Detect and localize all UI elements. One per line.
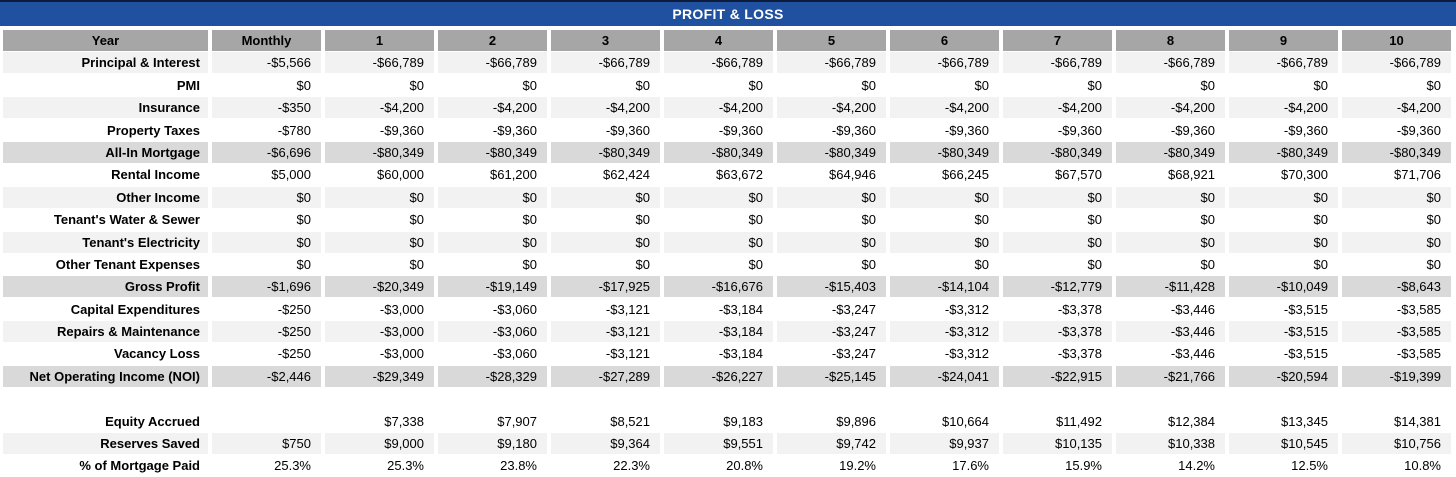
table-cell: $0 [1116, 232, 1225, 253]
table-cell: -$250 [212, 321, 321, 342]
table-cell: -$3,000 [325, 321, 434, 342]
row-label: Other Tenant Expenses [3, 254, 208, 275]
table-cell: -$66,789 [1342, 52, 1451, 73]
table-cell: $68,921 [1116, 164, 1225, 185]
table-cell: -$3,000 [325, 299, 434, 320]
table-cell: $0 [212, 209, 321, 230]
row-label: Insurance [3, 97, 208, 118]
table-cell: -$80,349 [1003, 142, 1112, 163]
row-label: PMI [3, 75, 208, 96]
table-cell: $0 [890, 232, 999, 253]
table-cell: -$66,789 [438, 52, 547, 73]
table-cell: -$3,585 [1342, 321, 1451, 342]
table-cell: $0 [1003, 254, 1112, 275]
row-label: Vacancy Loss [3, 343, 208, 364]
table-cell: 23.8% [438, 455, 547, 476]
table-cell: $66,245 [890, 164, 999, 185]
table-cell: -$24,041 [890, 366, 999, 387]
table-cell: $0 [438, 232, 547, 253]
table-cell: $0 [1003, 187, 1112, 208]
table-cell: -$6,696 [212, 142, 321, 163]
table-cell: $9,364 [551, 433, 660, 454]
table-cell: -$3,515 [1229, 299, 1338, 320]
table-cell: -$25,145 [777, 366, 886, 387]
table-cell: -$3,515 [1229, 321, 1338, 342]
table-cell: $9,183 [664, 411, 773, 432]
table-cell: -$19,149 [438, 276, 547, 297]
row-label: Rental Income [3, 164, 208, 185]
table-cell: -$66,789 [664, 52, 773, 73]
table-cell: -$9,360 [551, 120, 660, 141]
column-header-year-10: 10 [1342, 30, 1451, 51]
table-cell: -$9,360 [438, 120, 547, 141]
table-cell: -$3,378 [1003, 321, 1112, 342]
table-cell: -$19,399 [1342, 366, 1451, 387]
table-cell: $0 [664, 232, 773, 253]
table-cell: -$3,446 [1116, 299, 1225, 320]
table-cell: $5,000 [212, 164, 321, 185]
table-cell: $7,907 [438, 411, 547, 432]
table-cell: $0 [1229, 75, 1338, 96]
table-cell: -$3,378 [1003, 343, 1112, 364]
column-header-year-7: 7 [1003, 30, 1112, 51]
table-cell: $62,424 [551, 164, 660, 185]
table-cell: 19.2% [777, 455, 886, 476]
table-cell: $60,000 [325, 164, 434, 185]
column-header-year-9: 9 [1229, 30, 1338, 51]
table-cell: -$14,104 [890, 276, 999, 297]
table-cell: $0 [551, 75, 660, 96]
table-cell: -$3,247 [777, 299, 886, 320]
table-cell: 15.9% [1003, 455, 1112, 476]
table-cell: -$3,247 [777, 321, 886, 342]
table-cell: -$16,676 [664, 276, 773, 297]
table-cell: -$3,184 [664, 343, 773, 364]
column-header-year: Year [3, 30, 208, 51]
table-cell: -$3,515 [1229, 343, 1338, 364]
table-cell: $70,300 [1229, 164, 1338, 185]
table-cell: -$9,360 [777, 120, 886, 141]
table-cell: -$9,360 [664, 120, 773, 141]
table-cell: -$8,643 [1342, 276, 1451, 297]
table-cell: -$3,312 [890, 321, 999, 342]
table-cell: -$3,121 [551, 299, 660, 320]
table-cell: -$10,049 [1229, 276, 1338, 297]
table-cell: $10,545 [1229, 433, 1338, 454]
table-cell: $12,384 [1116, 411, 1225, 432]
table-cell: -$80,349 [1342, 142, 1451, 163]
row-label: Principal & Interest [3, 52, 208, 73]
table-cell: $0 [1229, 187, 1338, 208]
table-cell: $0 [777, 75, 886, 96]
row-label: Reserves Saved [3, 433, 208, 454]
table-cell: $0 [551, 187, 660, 208]
table-cell: $0 [1003, 209, 1112, 230]
table-cell: -$1,696 [212, 276, 321, 297]
row-label: Repairs & Maintenance [3, 321, 208, 342]
table-cell: -$12,779 [1003, 276, 1112, 297]
table-cell: $0 [1342, 232, 1451, 253]
table-cell: $0 [890, 254, 999, 275]
table-cell: $0 [212, 75, 321, 96]
table-cell: $0 [325, 254, 434, 275]
table-cell: -$4,200 [1116, 97, 1225, 118]
row-label: Tenant's Electricity [3, 232, 208, 253]
table-cell: $0 [325, 209, 434, 230]
table-cell: $0 [1116, 187, 1225, 208]
table-cell: $0 [777, 254, 886, 275]
table-cell: -$15,403 [777, 276, 886, 297]
table-cell [212, 411, 321, 432]
table-cell: -$3,184 [664, 299, 773, 320]
column-header-year-5: 5 [777, 30, 886, 51]
table-cell: $7,338 [325, 411, 434, 432]
table-cell: $67,570 [1003, 164, 1112, 185]
table-cell: $63,672 [664, 164, 773, 185]
table-cell: -$29,349 [325, 366, 434, 387]
table-cell: -$4,200 [1229, 97, 1338, 118]
table-cell: $10,756 [1342, 433, 1451, 454]
table-cell: -$5,566 [212, 52, 321, 73]
table-cell: $9,000 [325, 433, 434, 454]
table-cell: $9,742 [777, 433, 886, 454]
column-header-monthly: Monthly [212, 30, 321, 51]
table-cell: -$3,060 [438, 321, 547, 342]
table-cell: $0 [438, 209, 547, 230]
table-cell: $13,345 [1229, 411, 1338, 432]
table-cell: -$26,227 [664, 366, 773, 387]
column-header-year-8: 8 [1116, 30, 1225, 51]
table-cell: $0 [1003, 75, 1112, 96]
table-cell: -$3,247 [777, 343, 886, 364]
table-cell: $0 [664, 254, 773, 275]
table-cell: $0 [777, 232, 886, 253]
table-cell: -$9,360 [325, 120, 434, 141]
table-cell: -$3,446 [1116, 343, 1225, 364]
table-cell: -$80,349 [664, 142, 773, 163]
table-cell: $0 [777, 187, 886, 208]
table-cell: -$80,349 [1229, 142, 1338, 163]
table-cell: -$250 [212, 343, 321, 364]
table-cell: $0 [438, 187, 547, 208]
table-cell: $0 [890, 187, 999, 208]
table-cell: $9,896 [777, 411, 886, 432]
table-cell: -$66,789 [1229, 52, 1338, 73]
table-cell: -$9,360 [1229, 120, 1338, 141]
table-cell: -$20,594 [1229, 366, 1338, 387]
table-cell: $0 [1116, 75, 1225, 96]
table-cell: $0 [1342, 187, 1451, 208]
table-cell: $0 [1342, 209, 1451, 230]
table-cell: 14.2% [1116, 455, 1225, 476]
pnl-table [0, 26, 1456, 477]
table-cell: 25.3% [325, 455, 434, 476]
table-cell: -$28,329 [438, 366, 547, 387]
table-cell: $0 [551, 254, 660, 275]
column-header-year-3: 3 [551, 30, 660, 51]
table-cell: -$66,789 [890, 52, 999, 73]
table-cell: -$80,349 [325, 142, 434, 163]
row-label: Property Taxes [3, 120, 208, 141]
table-cell: -$780 [212, 120, 321, 141]
table-cell: $0 [1003, 232, 1112, 253]
column-header-year-2: 2 [438, 30, 547, 51]
table-cell: $0 [1229, 232, 1338, 253]
row-label: % of Mortgage Paid [3, 455, 208, 476]
table-cell: -$4,200 [664, 97, 773, 118]
sheet-title-bar [0, 0, 1456, 26]
table-cell: $8,521 [551, 411, 660, 432]
table-cell: -$2,446 [212, 366, 321, 387]
table-cell: $14,381 [1342, 411, 1451, 432]
table-cell: $0 [664, 187, 773, 208]
table-cell: -$66,789 [1116, 52, 1225, 73]
table-cell: -$22,915 [1003, 366, 1112, 387]
table-cell: -$3,000 [325, 343, 434, 364]
table-cell: -$80,349 [777, 142, 886, 163]
table-cell: -$11,428 [1116, 276, 1225, 297]
sheet-title: PROFIT & LOSS [672, 6, 784, 22]
table-cell: -$4,200 [325, 97, 434, 118]
table-cell: $9,180 [438, 433, 547, 454]
table-cell: 12.5% [1229, 455, 1338, 476]
table-cell: $0 [1116, 254, 1225, 275]
table-cell: $9,937 [890, 433, 999, 454]
table-cell: $9,551 [664, 433, 773, 454]
table-cell: -$3,585 [1342, 343, 1451, 364]
table-cell: $0 [325, 187, 434, 208]
table-cell: -$3,060 [438, 299, 547, 320]
table-cell: $0 [890, 209, 999, 230]
table-cell: $0 [551, 232, 660, 253]
table-cell: -$4,200 [1003, 97, 1112, 118]
table-cell: -$3,446 [1116, 321, 1225, 342]
row-label: Net Operating Income (NOI) [3, 366, 208, 387]
table-cell: $0 [890, 75, 999, 96]
table-cell: -$80,349 [1116, 142, 1225, 163]
table-cell: $0 [438, 254, 547, 275]
table-cell: -$66,789 [1003, 52, 1112, 73]
table-cell: -$3,312 [890, 299, 999, 320]
column-header-year-6: 6 [890, 30, 999, 51]
table-cell: -$9,360 [1003, 120, 1112, 141]
table-cell: $0 [1229, 209, 1338, 230]
row-label: Gross Profit [3, 276, 208, 297]
table-cell: $0 [325, 75, 434, 96]
table-cell: -$66,789 [325, 52, 434, 73]
table-cell: -$20,349 [325, 276, 434, 297]
table-cell: $61,200 [438, 164, 547, 185]
table-cell: 17.6% [890, 455, 999, 476]
table-cell: -$250 [212, 299, 321, 320]
table-cell: $10,135 [1003, 433, 1112, 454]
table-cell: $0 [664, 75, 773, 96]
table-cell: $71,706 [1342, 164, 1451, 185]
table-cell: -$3,060 [438, 343, 547, 364]
table-cell: $64,946 [777, 164, 886, 185]
table-cell: $0 [664, 209, 773, 230]
table-cell: 20.8% [664, 455, 773, 476]
table-cell: $0 [1342, 254, 1451, 275]
table-cell: $10,338 [1116, 433, 1225, 454]
table-cell: $0 [1116, 209, 1225, 230]
table-cell: -$3,585 [1342, 299, 1451, 320]
table-cell: $0 [212, 187, 321, 208]
table-cell: $0 [1342, 75, 1451, 96]
table-cell: $0 [438, 75, 547, 96]
table-cell: -$3,378 [1003, 299, 1112, 320]
table-cell: -$9,360 [890, 120, 999, 141]
table-cell: $0 [212, 254, 321, 275]
table-cell: -$4,200 [777, 97, 886, 118]
table-cell: $10,664 [890, 411, 999, 432]
table-cell: -$350 [212, 97, 321, 118]
table-cell: -$3,121 [551, 321, 660, 342]
table-cell: -$80,349 [438, 142, 547, 163]
table-cell: 10.8% [1342, 455, 1451, 476]
row-label: Equity Accrued [3, 411, 208, 432]
column-header-year-4: 4 [664, 30, 773, 51]
column-header-year-1: 1 [325, 30, 434, 51]
spacer-row [3, 388, 1451, 409]
table-cell: $0 [325, 232, 434, 253]
table-cell: -$9,360 [1342, 120, 1451, 141]
table-cell: 22.3% [551, 455, 660, 476]
table-cell: -$66,789 [551, 52, 660, 73]
table-cell: $750 [212, 433, 321, 454]
table-cell: -$21,766 [1116, 366, 1225, 387]
table-cell: $0 [777, 209, 886, 230]
table-cell: -$27,289 [551, 366, 660, 387]
table-cell: -$80,349 [551, 142, 660, 163]
table-cell: -$4,200 [1342, 97, 1451, 118]
row-label: Other Income [3, 187, 208, 208]
table-cell: -$9,360 [1116, 120, 1225, 141]
table-cell: -$4,200 [551, 97, 660, 118]
table-cell: -$4,200 [438, 97, 547, 118]
table-cell: $0 [551, 209, 660, 230]
table-cell: $0 [1229, 254, 1338, 275]
table-cell: -$3,121 [551, 343, 660, 364]
table-cell: $11,492 [1003, 411, 1112, 432]
table-cell: -$66,789 [777, 52, 886, 73]
table-cell: -$80,349 [890, 142, 999, 163]
table-cell: -$4,200 [890, 97, 999, 118]
table-cell: -$3,184 [664, 321, 773, 342]
row-label: All-In Mortgage [3, 142, 208, 163]
table-cell: 25.3% [212, 455, 321, 476]
table-cell: -$17,925 [551, 276, 660, 297]
table-cell: -$3,312 [890, 343, 999, 364]
row-label: Tenant's Water & Sewer [3, 209, 208, 230]
row-label: Capital Expenditures [3, 299, 208, 320]
table-cell: $0 [212, 232, 321, 253]
